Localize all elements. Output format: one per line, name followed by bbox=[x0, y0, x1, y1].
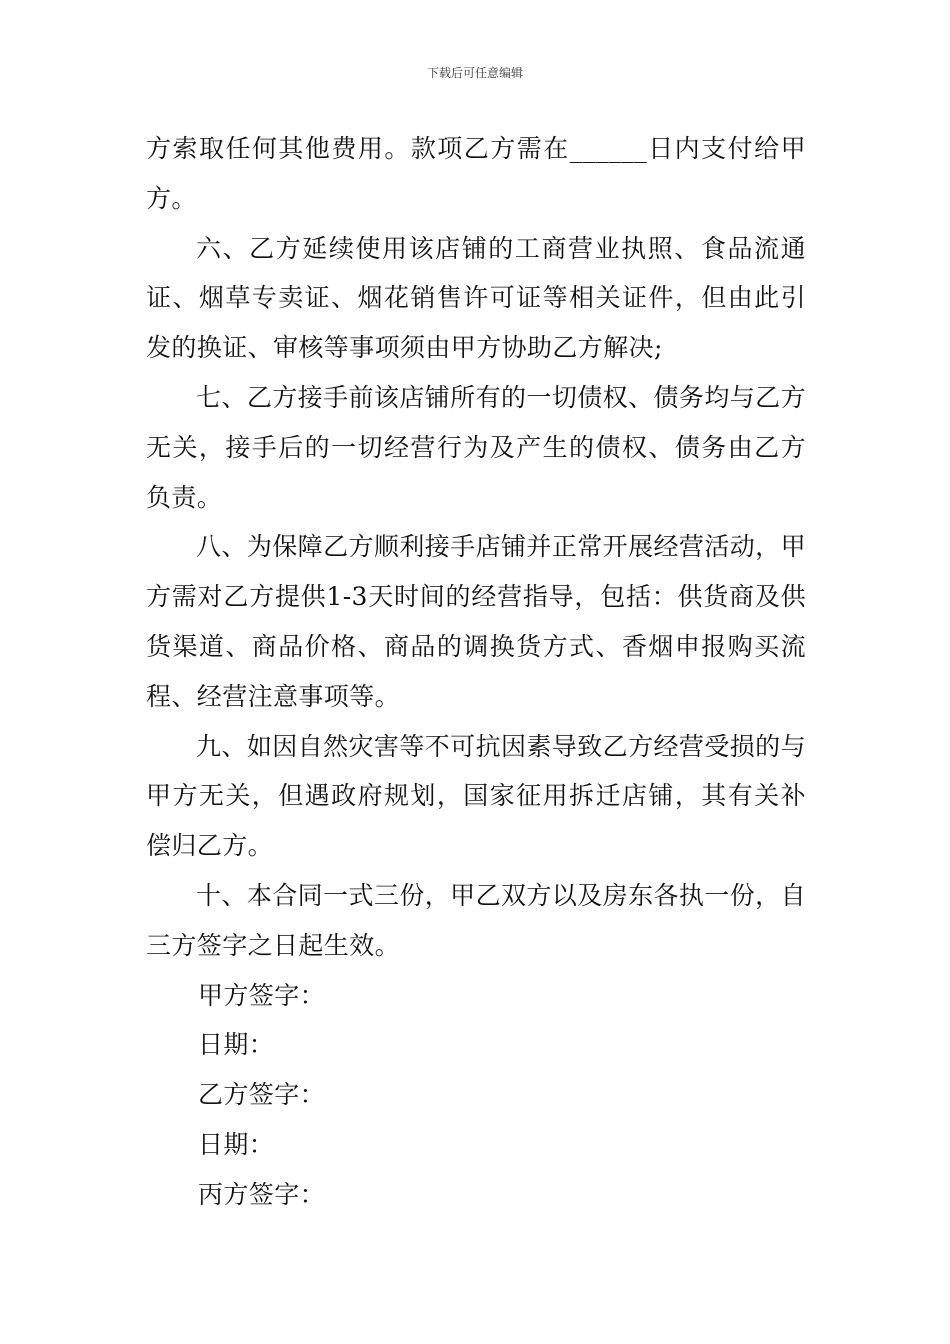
paragraph-payment-continuation: 方索取任何其他费用。款项乙方需在______日内支付给甲方。 bbox=[146, 134, 806, 213]
date-party-a: 日期： bbox=[198, 1030, 275, 1060]
signature-party-c: 丙方签字： bbox=[198, 1179, 326, 1209]
paragraph-clause-10: 十、本合同一式三份，甲乙双方以及房东各执一份，自三方签字之日起生效。 bbox=[146, 880, 806, 960]
document-body bbox=[146, 124, 806, 1220]
signature-party-a: 甲方签字： bbox=[198, 980, 326, 1010]
signature-party-b: 乙方签字： bbox=[198, 1080, 326, 1110]
date-party-b: 日期： bbox=[198, 1129, 275, 1159]
paragraph-clause-7: 七、乙方接手前该店铺所有的一切债权、债务均与乙方无关，接手后的一切经营行为及产生的债权、债务由乙方负责。 bbox=[146, 382, 806, 512]
page-header: 下载后可任意编辑 bbox=[426, 66, 523, 80]
paragraph-clause-9: 九、如因自然灾害等不可抗因素导致乙方经营受损的与甲方无关，但遇政府规划，国家征用拆迁店铺，其有关补偿归乙方。 bbox=[146, 731, 806, 861]
paragraph-clause-6: 六、乙方延续使用该店铺的工商营业执照、食品流通证、烟草专卖证、烟花销售许可证等相关证件，但由此引发的换证、审核等事项须由甲方协助乙方解决; bbox=[146, 233, 806, 363]
paragraph-clause-8: 八、为保障乙方顺利接手店铺并正常开展经营活动，甲方需对乙方提供1-3天时间的经营指导，包括：供货商及供货渠道、商品价格、商品的调换货方式、香烟申报购买流程、经营注意事项等。 bbox=[146, 532, 806, 711]
